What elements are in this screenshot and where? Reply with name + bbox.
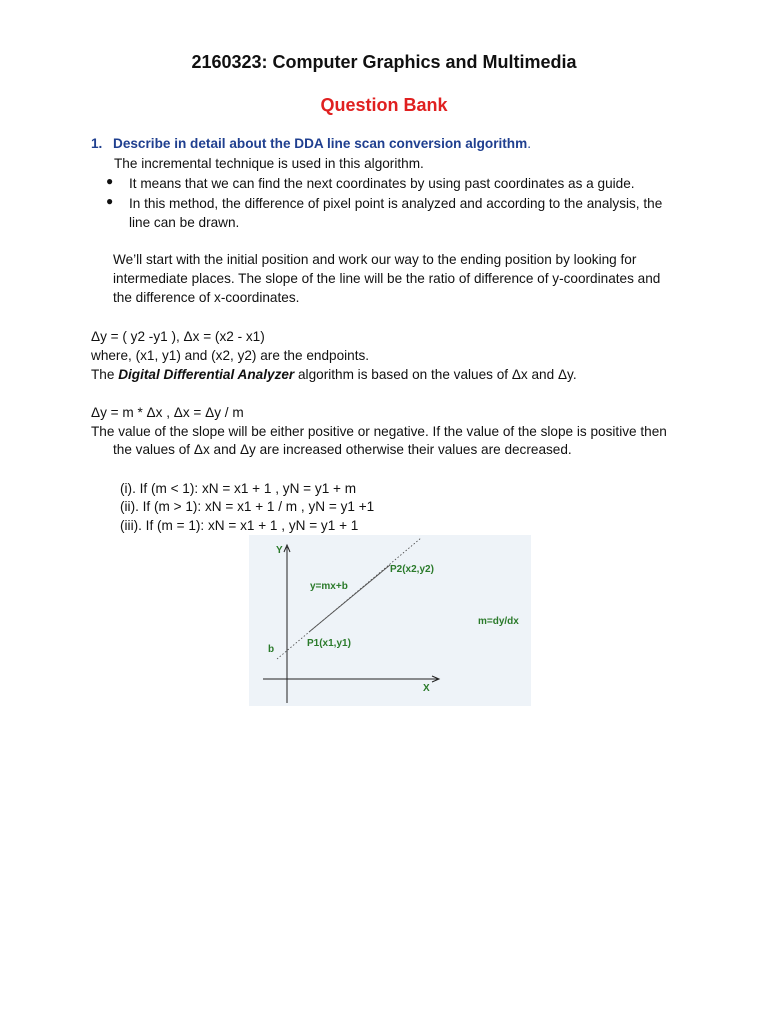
x-axis-label: X bbox=[423, 683, 430, 694]
bullet-icon: ● bbox=[106, 174, 114, 188]
question-period: . bbox=[527, 136, 531, 151]
dda-suffix: algorithm is based on the values of Δx and Δy. bbox=[294, 367, 577, 382]
slope-label: m=dy/dx bbox=[478, 616, 519, 627]
endpoints-text: where, (x1, y1) and (x2, y2) are the endpoints. bbox=[91, 348, 370, 363]
p1-label: P1(x1,y1) bbox=[307, 638, 351, 649]
bullet-icon: ● bbox=[106, 194, 114, 208]
case-1: (i). If (m < 1): xN = x1 + 1 , yN = y1 + m bbox=[120, 481, 357, 496]
dda-sentence bbox=[91, 365, 577, 384]
delta-equation: Δy = ( y2 -y1 ), Δx = (x2 - x1) bbox=[91, 329, 265, 344]
p2-label: P2(x2,y2) bbox=[390, 564, 434, 575]
question-number: 1. bbox=[91, 136, 103, 151]
dda-emphasis: Digital Differential Analyzer bbox=[118, 367, 295, 382]
slope-equation: Δy = m * Δx , Δx = Δy / m bbox=[91, 405, 244, 420]
intro-text: The incremental technique is used in this algorithm. bbox=[114, 156, 424, 171]
bullet-text-1: It means that we can find the next coordinates by using past coordinates as a guide. bbox=[129, 176, 635, 191]
bullet-text-2-cont: line can be drawn. bbox=[129, 215, 240, 230]
intercept-label: b bbox=[268, 644, 275, 655]
paragraph-line-3: the difference of x-coordinates. bbox=[113, 290, 300, 305]
line-equation-label: y=mx+b bbox=[310, 581, 348, 592]
dda-line-figure bbox=[249, 535, 531, 706]
paragraph-line-2: intermediate places. The slope of the line will be the ratio of difference of y-coordinates and bbox=[113, 271, 661, 286]
case-3: (iii). If (m = 1): xN = x1 + 1 , yN = y1 + 1 bbox=[120, 518, 359, 533]
slope-text-line-2: the values of Δx and Δy are increased otherwise their values are decreased. bbox=[113, 442, 572, 457]
bullet-text-2: In this method, the difference of pixel point is analyzed and according to the analysis, the bbox=[129, 196, 663, 211]
question-bank-title: Question Bank bbox=[320, 95, 448, 115]
course-title: 2160323: Computer Graphics and Multimedia bbox=[191, 52, 577, 72]
y-axis-label: Y bbox=[276, 545, 283, 556]
case-2: (ii). If (m > 1): xN = x1 + 1 / m , yN = y1 +1 bbox=[120, 499, 375, 514]
dda-prefix: The bbox=[91, 367, 119, 382]
line-segment-p1-p2 bbox=[309, 565, 390, 632]
slope-text-line-1: The value of the slope will be either positive or negative. If the value of the slope is positive then bbox=[91, 424, 667, 439]
figure-svg bbox=[249, 535, 531, 706]
question-text bbox=[113, 136, 531, 151]
paragraph-line-1: We’ll start with the initial position and work our way to the ending position by looking for bbox=[113, 252, 637, 267]
question-text-label: Describe in detail about the DDA line scan conversion algorithm bbox=[113, 136, 528, 151]
